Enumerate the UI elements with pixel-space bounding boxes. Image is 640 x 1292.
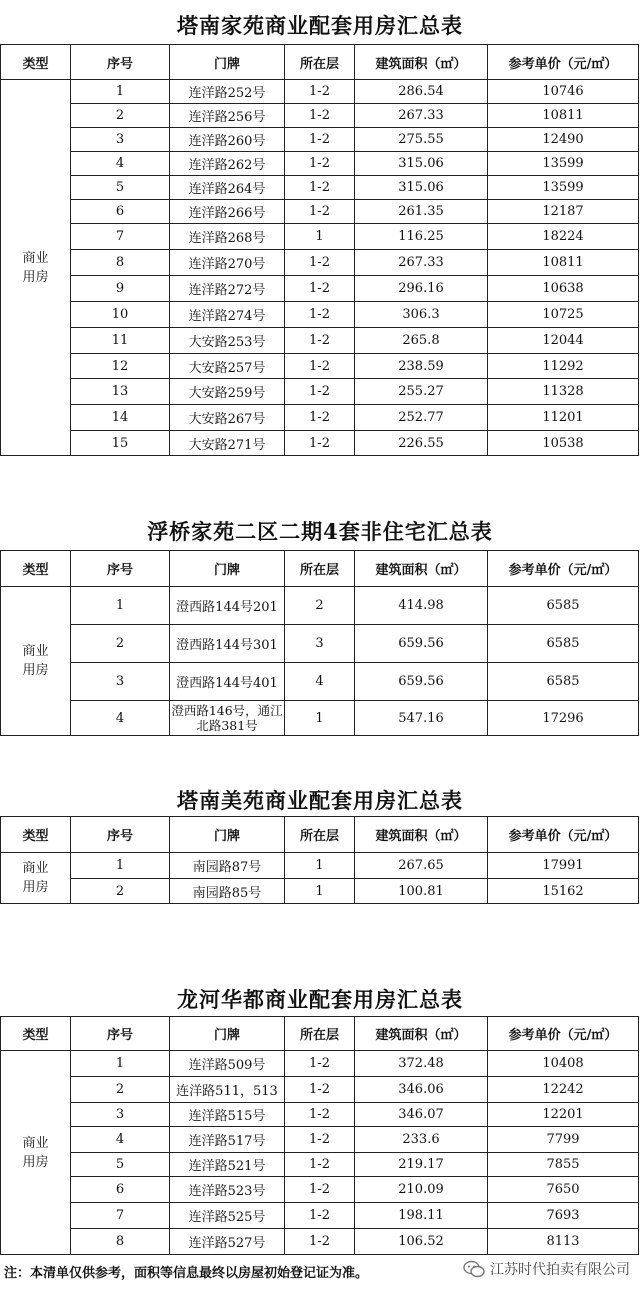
floor-cell: 1-2 — [285, 250, 355, 276]
address-cell: 连洋路268号 — [170, 224, 285, 250]
address-cell: 连洋路264号 — [170, 176, 285, 200]
floor-cell: 1 — [285, 853, 355, 879]
table-row — [1, 879, 639, 904]
address-cell: 连洋路527号 — [170, 1229, 285, 1255]
column-header: 类型 — [1, 45, 71, 80]
table-row — [1, 354, 639, 379]
area-cell: 315.06 — [355, 176, 488, 200]
table-row — [1, 128, 639, 152]
price-cell: 8113 — [488, 1229, 639, 1255]
table-row — [1, 405, 639, 431]
summary-table — [0, 1016, 639, 1255]
floor-cell: 1-2 — [285, 80, 355, 104]
column-header: 门牌 — [170, 1017, 285, 1051]
serial-cell: 7 — [71, 224, 170, 250]
floor-cell: 1-2 — [285, 104, 355, 128]
area-cell: 267.33 — [355, 250, 488, 276]
price-cell: 7693 — [488, 1203, 639, 1229]
summary-table — [0, 44, 639, 456]
area-cell: 267.33 — [355, 104, 488, 128]
address-cell: 连洋路515号 — [170, 1103, 285, 1127]
address-cell: 连洋路256号 — [170, 104, 285, 128]
area-cell: 346.07 — [355, 1103, 488, 1127]
address-cell: 澄西路144号301 — [170, 625, 285, 663]
price-cell: 17296 — [488, 701, 639, 736]
area-cell: 198.11 — [355, 1203, 488, 1229]
serial-cell: 13 — [71, 379, 170, 405]
table-row — [1, 176, 639, 200]
serial-cell: 4 — [71, 1127, 170, 1153]
type-cell — [1, 587, 71, 736]
floor-cell: 1-2 — [285, 1077, 355, 1103]
serial-cell: 3 — [71, 663, 170, 701]
price-cell: 10408 — [488, 1051, 639, 1077]
price-cell: 10811 — [488, 104, 639, 128]
floor-cell: 4 — [285, 663, 355, 701]
serial-cell: 2 — [71, 1077, 170, 1103]
floor-cell: 1-2 — [285, 200, 355, 224]
address-cell: 大安路259号 — [170, 379, 285, 405]
table-title: 塔南美苑商业配套用房汇总表 — [177, 788, 463, 813]
column-header: 类型 — [1, 551, 71, 587]
address-cell: 连洋路525号 — [170, 1203, 285, 1229]
price-cell: 12490 — [488, 128, 639, 152]
header-row — [1, 817, 639, 853]
address-cell: 连洋路523号 — [170, 1177, 285, 1203]
serial-cell: 2 — [71, 104, 170, 128]
table-row — [1, 80, 639, 104]
column-header: 参考单价（元/㎡） — [488, 45, 639, 80]
summary-table — [0, 550, 639, 736]
serial-cell: 4 — [71, 701, 170, 736]
floor-cell: 1-2 — [285, 1127, 355, 1153]
table-row — [1, 152, 639, 176]
column-header: 序号 — [71, 551, 170, 587]
footer-note: 注：本清单仅供参考，面积等信息最终以房屋初始登记证为准。 — [4, 1266, 369, 1281]
price-cell: 7855 — [488, 1153, 639, 1177]
table-row — [1, 1103, 639, 1127]
summary-table — [0, 816, 639, 904]
floor-cell: 1-2 — [285, 1177, 355, 1203]
price-cell: 6585 — [488, 663, 639, 701]
column-header: 门牌 — [170, 817, 285, 853]
serial-cell: 1 — [71, 853, 170, 879]
serial-cell: 5 — [71, 176, 170, 200]
area-cell: 116.25 — [355, 224, 488, 250]
column-header: 所在层 — [285, 45, 355, 80]
column-header: 序号 — [71, 1017, 170, 1051]
area-cell: 226.55 — [355, 431, 488, 456]
price-cell: 10638 — [488, 276, 639, 302]
address-cell: 澄西路146号，通江北路381号 — [170, 701, 285, 736]
column-header: 建筑面积（㎡） — [355, 1017, 488, 1051]
price-cell: 6585 — [488, 587, 639, 625]
floor-cell: 1-2 — [285, 152, 355, 176]
column-header: 所在层 — [285, 817, 355, 853]
header-row — [1, 1017, 639, 1051]
address-cell: 大安路267号 — [170, 405, 285, 431]
brand-name: 江苏时代拍卖有限公司 — [490, 1262, 630, 1278]
floor-cell: 2 — [285, 587, 355, 625]
address-cell: 大安路253号 — [170, 328, 285, 354]
table-row — [1, 701, 639, 736]
area-cell: 286.54 — [355, 80, 488, 104]
column-header: 类型 — [1, 1017, 71, 1051]
price-cell: 6585 — [488, 625, 639, 663]
table-row — [1, 1051, 639, 1077]
price-cell: 11328 — [488, 379, 639, 405]
table-row — [1, 276, 639, 302]
table-row — [1, 625, 639, 663]
price-cell: 11201 — [488, 405, 639, 431]
floor-cell: 1-2 — [285, 128, 355, 152]
table-row — [1, 200, 639, 224]
column-header: 门牌 — [170, 551, 285, 587]
area-cell: 238.59 — [355, 354, 488, 379]
area-cell: 372.48 — [355, 1051, 488, 1077]
serial-cell: 2 — [71, 879, 170, 904]
serial-cell: 10 — [71, 302, 170, 328]
serial-cell: 1 — [71, 80, 170, 104]
table-row — [1, 431, 639, 456]
serial-cell: 8 — [71, 250, 170, 276]
table-title: 浮桥家苑二区二期4套非住宅汇总表 — [147, 519, 493, 544]
floor-cell: 1-2 — [285, 1229, 355, 1255]
price-cell: 7650 — [488, 1177, 639, 1203]
price-cell: 10811 — [488, 250, 639, 276]
table-row — [1, 853, 639, 879]
serial-cell: 5 — [71, 1153, 170, 1177]
serial-cell: 8 — [71, 1229, 170, 1255]
table-row — [1, 1077, 639, 1103]
address-cell: 连洋路511，513 — [170, 1077, 285, 1103]
serial-cell: 1 — [71, 587, 170, 625]
address-cell: 南园路87号 — [170, 853, 285, 879]
brand-watermark — [463, 1259, 630, 1279]
table-row — [1, 663, 639, 701]
column-header: 序号 — [71, 817, 170, 853]
floor-cell: 1 — [285, 879, 355, 904]
area-cell: 265.8 — [355, 328, 488, 354]
serial-cell: 12 — [71, 354, 170, 379]
column-header: 序号 — [71, 45, 170, 80]
address-cell: 连洋路517号 — [170, 1127, 285, 1153]
floor-cell: 1-2 — [285, 1103, 355, 1127]
table-title: 龙河华都商业配套用房汇总表 — [177, 987, 463, 1012]
address-cell: 大安路257号 — [170, 354, 285, 379]
table-row — [1, 1229, 639, 1255]
serial-cell: 3 — [71, 1103, 170, 1127]
area-cell: 261.35 — [355, 200, 488, 224]
area-cell: 306.3 — [355, 302, 488, 328]
address-cell: 澄西路144号201 — [170, 587, 285, 625]
table-row — [1, 250, 639, 276]
column-header: 所在层 — [285, 1017, 355, 1051]
serial-cell: 6 — [71, 200, 170, 224]
price-cell: 10746 — [488, 80, 639, 104]
table-row — [1, 1177, 639, 1203]
floor-cell: 3 — [285, 625, 355, 663]
price-cell: 11292 — [488, 354, 639, 379]
serial-cell: 11 — [71, 328, 170, 354]
table-row — [1, 587, 639, 625]
type-cell — [1, 80, 71, 456]
address-cell: 连洋路266号 — [170, 200, 285, 224]
address-cell: 连洋路509号 — [170, 1051, 285, 1077]
table-row — [1, 1203, 639, 1229]
floor-cell: 1-2 — [285, 1203, 355, 1229]
floor-cell: 1-2 — [285, 302, 355, 328]
table-row — [1, 379, 639, 405]
type-label: 商业用房 — [22, 1135, 49, 1170]
area-cell: 233.6 — [355, 1127, 488, 1153]
price-cell: 12242 — [488, 1077, 639, 1103]
price-cell: 12044 — [488, 328, 639, 354]
type-label: 商业用房 — [22, 644, 49, 678]
address-cell: 连洋路270号 — [170, 250, 285, 276]
address-cell: 大安路271号 — [170, 431, 285, 456]
serial-cell: 9 — [71, 276, 170, 302]
column-header: 建筑面积（㎡） — [355, 45, 488, 80]
address-cell: 南园路85号 — [170, 879, 285, 904]
column-header: 参考单价（元/㎡） — [488, 1017, 639, 1051]
floor-cell: 1-2 — [285, 1153, 355, 1177]
floor-cell: 1-2 — [285, 405, 355, 431]
area-cell: 296.16 — [355, 276, 488, 302]
area-cell: 267.65 — [355, 853, 488, 879]
address-cell: 连洋路274号 — [170, 302, 285, 328]
address-cell: 连洋路262号 — [170, 152, 285, 176]
column-header: 建筑面积（㎡） — [355, 817, 488, 853]
serial-cell: 4 — [71, 152, 170, 176]
price-cell: 18224 — [488, 224, 639, 250]
table-row — [1, 224, 639, 250]
floor-cell: 1-2 — [285, 1051, 355, 1077]
table-row — [1, 1127, 639, 1153]
serial-cell: 3 — [71, 128, 170, 152]
floor-cell: 1 — [285, 701, 355, 736]
price-cell: 13599 — [488, 176, 639, 200]
area-cell: 414.98 — [355, 587, 488, 625]
column-header: 门牌 — [170, 45, 285, 80]
address-cell: 连洋路272号 — [170, 276, 285, 302]
table-title: 塔南家苑商业配套用房汇总表 — [177, 13, 463, 38]
type-label: 商业用房 — [22, 250, 49, 285]
serial-cell: 1 — [71, 1051, 170, 1077]
price-cell: 10538 — [488, 431, 639, 456]
area-cell: 659.56 — [355, 625, 488, 663]
serial-cell: 2 — [71, 625, 170, 663]
area-cell: 315.06 — [355, 152, 488, 176]
column-header: 参考单价（元/㎡） — [488, 551, 639, 587]
floor-cell: 1 — [285, 224, 355, 250]
floor-cell: 1-2 — [285, 354, 355, 379]
area-cell: 100.81 — [355, 879, 488, 904]
price-cell: 15162 — [488, 879, 639, 904]
floor-cell: 1-2 — [285, 276, 355, 302]
header-row — [1, 45, 639, 80]
serial-cell: 7 — [71, 1203, 170, 1229]
price-cell: 17991 — [488, 853, 639, 879]
type-cell — [1, 853, 71, 904]
table-row — [1, 1153, 639, 1177]
price-cell: 10725 — [488, 302, 639, 328]
area-cell: 210.09 — [355, 1177, 488, 1203]
price-cell: 12187 — [488, 200, 639, 224]
area-cell: 659.56 — [355, 663, 488, 701]
area-cell: 346.06 — [355, 1077, 488, 1103]
column-header: 参考单价（元/㎡） — [488, 817, 639, 853]
floor-cell: 1-2 — [285, 431, 355, 456]
column-header: 所在层 — [285, 551, 355, 587]
area-cell: 252.77 — [355, 405, 488, 431]
floor-cell: 1-2 — [285, 176, 355, 200]
serial-cell: 6 — [71, 1177, 170, 1203]
area-cell: 547.16 — [355, 701, 488, 736]
floor-cell: 1-2 — [285, 328, 355, 354]
area-cell: 255.27 — [355, 379, 488, 405]
price-cell: 12201 — [488, 1103, 639, 1127]
address-cell: 连洋路521号 — [170, 1153, 285, 1177]
area-cell: 219.17 — [355, 1153, 488, 1177]
header-row — [1, 551, 639, 587]
type-label: 商业用房 — [22, 861, 49, 895]
address-cell: 澄西路144号401 — [170, 663, 285, 701]
price-cell: 13599 — [488, 152, 639, 176]
table-row — [1, 104, 639, 128]
table-row — [1, 302, 639, 328]
floor-cell: 1-2 — [285, 379, 355, 405]
area-cell: 275.55 — [355, 128, 488, 152]
price-cell: 7799 — [488, 1127, 639, 1153]
column-header: 建筑面积（㎡） — [355, 551, 488, 587]
address-cell: 连洋路260号 — [170, 128, 285, 152]
serial-cell: 14 — [71, 405, 170, 431]
table-row — [1, 328, 639, 354]
address-cell: 连洋路252号 — [170, 80, 285, 104]
type-cell — [1, 1051, 71, 1255]
column-header: 类型 — [1, 817, 71, 853]
wechat-icon — [463, 1260, 485, 1278]
area-cell: 106.52 — [355, 1229, 488, 1255]
serial-cell: 15 — [71, 431, 170, 456]
